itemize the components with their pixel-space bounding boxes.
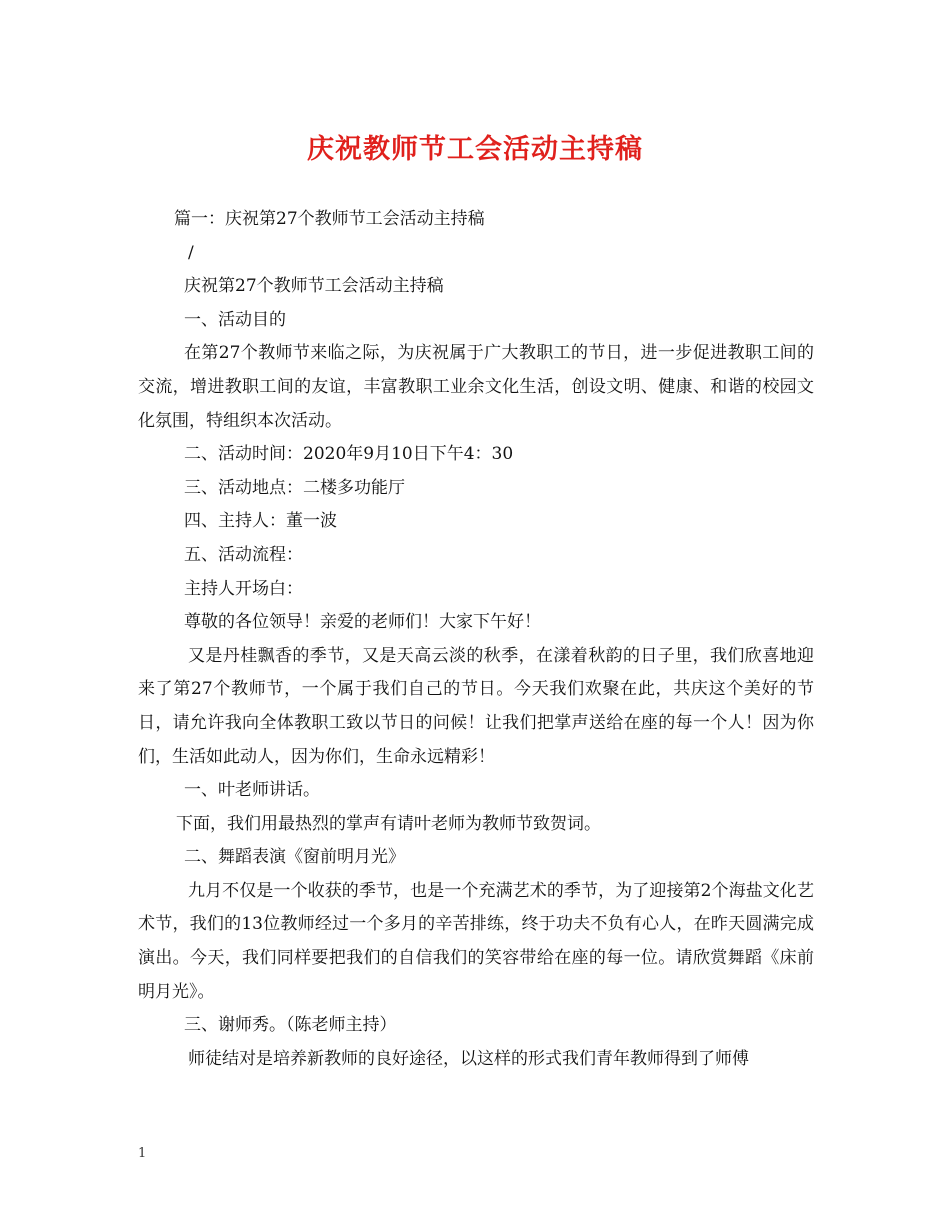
separator-line: / xyxy=(188,242,194,263)
item-heading: 三、活动地点：二楼多功能厅 xyxy=(184,477,405,498)
item-heading: 三、谢师秀。（陈老师主持） xyxy=(184,1015,397,1036)
page-number: 1 xyxy=(138,1146,147,1161)
item-heading: 二、活动时间：2020年9月10日下午4：30 xyxy=(184,444,514,465)
body-line: 下面，我们用最热烈的掌声有请叶老师为教师节致贺词。 xyxy=(176,813,601,834)
body-paragraph: 在第27个教师节来临之际，为庆祝属于广大教职工的节日，进一步促进教职工间的交流，增进教职工间的友谊，丰富教职工业余文化生活，创设文明、健康、和谐的校园文化氛围，特组织本次活动。 xyxy=(138,343,814,431)
body-line: 师徒结对是培养新教师的良好途径，以这样的形式我们青年教师得到了师傅 xyxy=(188,1048,749,1069)
body-paragraph: 九月不仅是一个收获的季节，也是一个充满艺术的季节，为了迎接第2个海盐文化艺术节，我们的13位教师经过一个多月的辛苦排练，终于功夫不负有心人，在昨天圆满完成演出。今天，我们同样要把我们的自信我们的笑容带给在座的每一位。请欣赏舞蹈《床前明月光》。 xyxy=(138,880,814,1002)
item-heading: 二、舞蹈表演《窗前明月光》 xyxy=(184,847,405,868)
document-body xyxy=(138,203,814,1076)
body-paragraph: 又是丹桂飘香的季节，又是天高云淡的秋季，在漾着秋韵的日子里，我们欣喜地迎来了第27个教师节，一个属于我们自己的节日。今天我们欢聚在此，共庆这个美好的节日，请允许我向全体教职工致以节日的问候！让我们把掌声送给在座的每一个人！因为你们，生活如此动人，因为你们，生命永远精彩！ xyxy=(138,645,814,767)
body-line: 主持人开场白： xyxy=(184,578,303,599)
body-line: 尊敬的各位领导！亲爱的老师们！大家下午好！ xyxy=(184,612,541,633)
section-heading: 篇一：庆祝第27个教师节工会活动主持稿 xyxy=(174,209,485,229)
item-heading: 一、叶老师讲话。 xyxy=(184,780,320,801)
item-heading: 四、主持人：董一波 xyxy=(184,511,337,532)
item-heading: 五、活动流程： xyxy=(184,544,303,565)
item-heading: 一、活动目的 xyxy=(184,309,286,330)
subtitle-line: 庆祝第27个教师节工会活动主持稿 xyxy=(184,276,444,297)
document-title: 庆祝教师节工会活动主持稿 xyxy=(307,134,643,165)
